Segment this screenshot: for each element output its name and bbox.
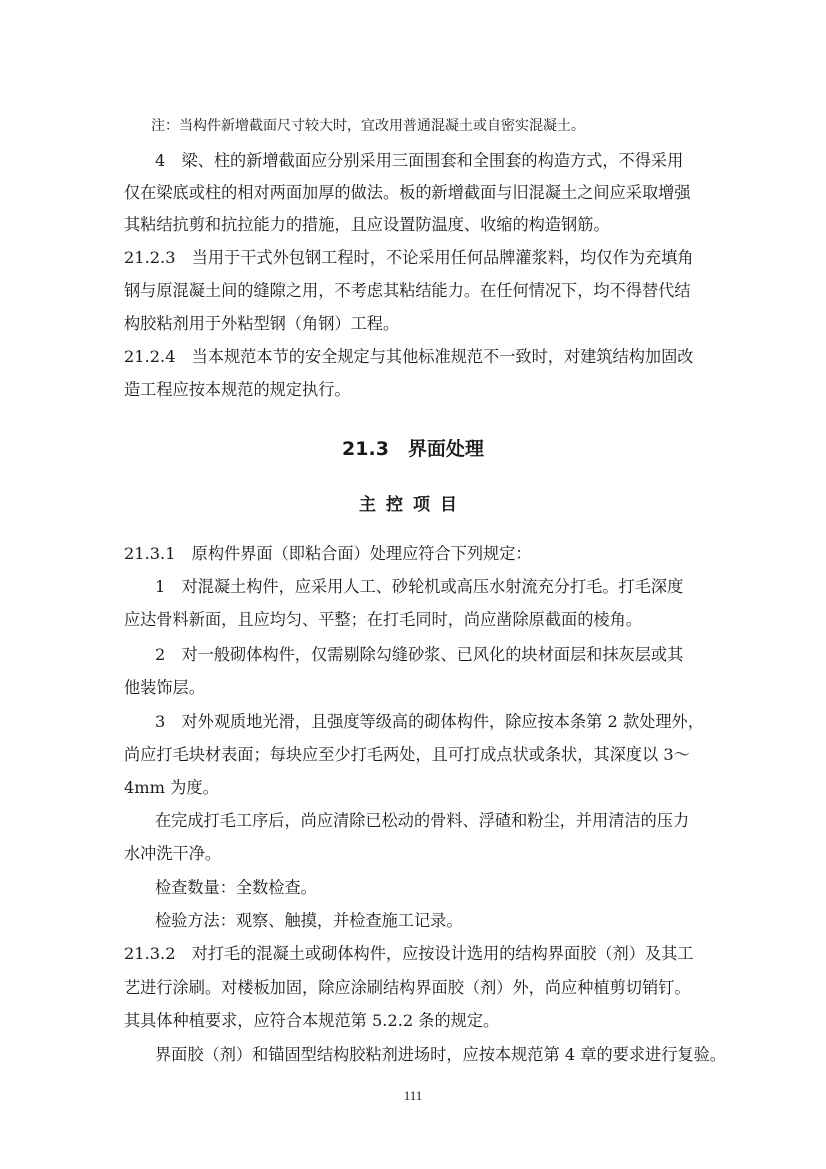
item-3-line-2: 尚应打毛块材表面；每块应至少打毛两处，且可打成点状或条状，其深度以 3～ bbox=[124, 745, 690, 764]
item-1-line-1: 1 对混凝土构件，应采用人工、砂轮机或高压水射流充分打毛。打毛深度 bbox=[155, 577, 684, 596]
page-number: 111 bbox=[403, 1088, 423, 1103]
item-2-line-2: 他装饰层。 bbox=[124, 678, 205, 697]
paragraph-retest: 界面胶（剂）和锚固型结构胶粘剂进场时，应按本规范第 4 章的要求进行复验。 bbox=[155, 1045, 726, 1064]
clause-4-line-3: 其粘结抗剪和抗拉能力的措施，且应设置防温度、收缩的构造钢筋。 bbox=[124, 215, 610, 234]
clause-4-line-2: 仅在梁底或柱的相对两面加厚的做法。板的新增截面与旧混凝土之间应采取增强 bbox=[124, 183, 691, 202]
clause-4-line-1: 4 梁、柱的新增截面应分别采用三面围套和全围套的构造方式，不得采用 bbox=[155, 151, 684, 170]
item-3-line-3: 4mm 为度。 bbox=[124, 778, 219, 797]
check-method: 检验方法：观察、触摸，并检查施工记录。 bbox=[155, 911, 463, 930]
subsection-title: 主控项目 bbox=[359, 495, 467, 515]
item-1-line-2: 应达骨料新面，且应均匀、平整；在打毛同时，尚应凿除原截面的棱角。 bbox=[124, 610, 642, 629]
clause-21-2-3-line-1: 21.2.3 当用于干式外包钢工程时，不论采用任何品牌灌浆料，均仅作为充填角 bbox=[124, 248, 694, 267]
clause-21-2-4-line-2: 造工程应按本规范的规定执行。 bbox=[124, 380, 351, 399]
clause-21-3-1-line-1: 21.3.1 原构件界面（即粘合面）处理应符合下列规定： bbox=[124, 544, 532, 563]
clause-21-3-2-line-2: 艺进行涂刷。对楼板加固，除应涂刷结构界面胶（剂）外，尚应种植剪切销钉。 bbox=[124, 978, 691, 997]
item-2-line-1: 2 对一般砌体构件，仅需剔除勾缝砂浆、已风化的块材面层和抹灰层或其 bbox=[155, 645, 684, 664]
check-quantity: 检查数量：全数检查。 bbox=[155, 878, 317, 897]
clause-21-2-3-line-3: 构胶粘剂用于外粘型钢（角钢）工程。 bbox=[124, 314, 400, 333]
clause-21-3-2-line-1: 21.3.2 对打毛的混凝土或砌体构件，应按设计选用的结构界面胶（剂）及其工 bbox=[124, 944, 694, 963]
note-paragraph: 注：当构件新增截面尺寸较大时，宜改用普通混凝土或自密实混凝土。 bbox=[151, 118, 585, 134]
clause-21-3-2-line-3: 其具体种植要求，应符合本规范第 5.2.2 条的规定。 bbox=[124, 1011, 500, 1030]
clause-21-2-4-line-1: 21.2.4 当本规范本节的安全规定与其他标准规范不一致时，对建筑结构加固改 bbox=[124, 347, 694, 366]
item-3-line-1: 3 对外观质地光滑，且强度等级高的砌体构件，除应按本条第 2 款处理外， bbox=[155, 712, 704, 731]
clause-21-2-3-line-2: 钢与原混凝土间的缝隙之用，不考虑其粘结能力。在任何情况下，均不得替代结 bbox=[124, 281, 691, 300]
section-title: 21.3 界面处理 bbox=[342, 438, 484, 460]
paragraph-cleaning-line-2: 水冲洗干净。 bbox=[124, 844, 222, 863]
paragraph-cleaning-line-1: 在完成打毛工序后，尚应清除已松动的骨料、浮碴和粉尘，并用清洁的压力 bbox=[155, 811, 690, 830]
